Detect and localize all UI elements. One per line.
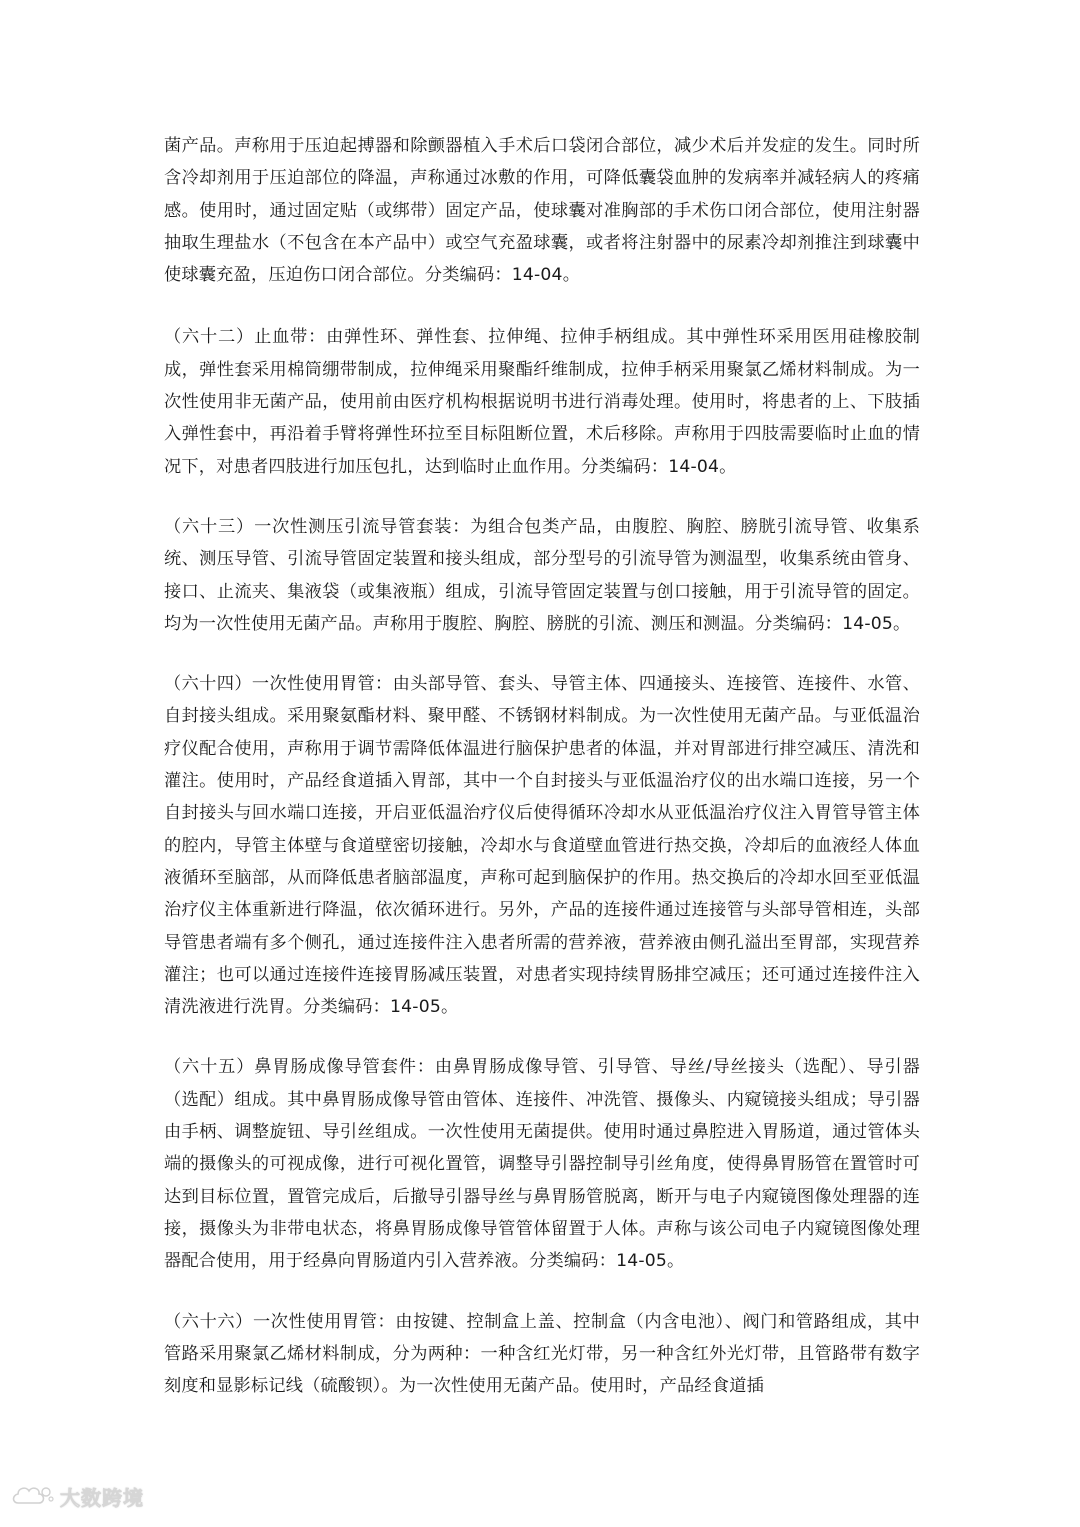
paragraph-continued: 菌产品。声称用于压迫起搏器和除颤器植入手术后口袋闭合部位，减少术后并发症的发生。同时所含冷却剂用于压迫部位的降温，声称通过冰敷的作用，可降低囊袋血肿的发病率并减轻病人的疼痛感。使用时，通过固定贴（或绑带）固定产品，使球囊对准胸部的手术伤口闭合部位，使用注射器抽取生理盐水（不包含在本产品中）或空气充盈球囊，或者将注射器中的尿素冷却剂推注到球囊中使球囊充盈，压迫伤口闭合部位。分类编码：14-04。	[164, 136, 920, 286]
watermark	[10, 1482, 144, 1510]
paragraph-66-gastric-tube: （六十六）一次性使用胃管：由按键、控制盒上盖、控制盒（内含电池）、阀门和管路组成，其中管路采用聚氯乙烯材料制成，分为两种：一种含红光灯带，另一种含红外光灯带，且管路带有数字刻度和显影标记线（硫酸钡）。为一次性使用无菌产品。使用时，产品经食道插	[164, 1311, 920, 1397]
document-body	[164, 130, 920, 1430]
paragraph-62-tourniquet: （六十二）止血带：由弹性环、弹性套、拉伸绳、拉伸手柄组成。其中弹性环采用医用硅橡胶制成，弹性套采用棉筒绷带制成，拉伸绳采用聚酯纤维制成，拉伸手柄采用聚氯乙烯材料制成。为一次性使用非无菌产品，使用前由医疗机构根据说明书进行消毒处理。使用时，将患者的上、下肢插入弹性套中，再沿着手臂将弹性环拉至目标阻断位置，术后移除。声称用于四肢需要临时止血的情况下，对患者四肢进行加压包扎，达到临时止血作用。分类编码：14-04。	[164, 327, 920, 477]
paragraph-65-imaging-catheter-kit: （六十五）鼻胃肠成像导管套件：由鼻胃肠成像导管、引导管、导丝/导丝接头（选配）、导引器（选配）组成。其中鼻胃肠成像导管由管体、连接件、冲洗管、摄像头、内窥镜接头组成；导引器由手柄、调整旋钮、导引丝组成。一次性使用无菌提供。使用时通过鼻腔进入胃肠道，通过管体头端的摄像头的可视成像，进行可视化置管，调整导引器控制导引丝角度，使得鼻胃肠管在置管时可达到目标位置，置管完成后，后撤导引器导丝与鼻胃肠管脱离，断开与电子内窥镜图像处理器的连接，摄像头为非带电状态，将鼻胃肠成像导管管体留置于人体。声称与该公司电子内窥镜图像处理器配合使用，用于经鼻向胃肠道内引入营养液。分类编码：14-05。	[164, 1057, 920, 1272]
paragraph-63-drainage-catheter-kit: （六十三）一次性测压引流导管套装：为组合包类产品，由腹腔、胸腔、膀胱引流导管、收集系统、测压导管、引流导管固定装置和接头组成，部分型号的引流导管为测温型，收集系统由管身、接口、止流夹、集液袋（或集液瓶）组成，引流导管固定装置与创口接触，用于引流导管的固定。均为一次性使用无菌产品。声称用于腹腔、胸腔、膀胱的引流、测压和测温。分类编码：14-05。	[164, 516, 920, 634]
paragraph-64-gastric-tube: （六十四）一次性使用胃管：由头部导管、套头、导管主体、四通接头、连接管、连接件、水管、自封接头组成。采用聚氨酯材料、聚甲醛、不锈钢材料制成。为一次性使用无菌产品。与亚低温治疗仪配合使用，声称用于调节需降低体温进行脑保护患者的体温，并对胃部进行排空减压、清洗和灌注。使用时，产品经食道插入胃部，其中一个自封接头与亚低温治疗仪的出水端口连接，另一个自封接头与回水端口连接，开启亚低温治疗仪后使得循环冷却水从亚低温治疗仪注入胃管导管主体的腔内，导管主体壁与食道壁密切接触，冷却水与食道壁血管进行热交换，冷却后的血液经人体血液循环至脑部，从而降低患者脑部温度，声称可起到脑保护的作用。热交换后的冷却水回至亚低温治疗仪主体重新进行降温，依次循环进行。另外，产品的连接件通过连接管与头部导管相连，头部导管患者端有多个侧孔，通过连接件注入患者所需的营养液，营养液由侧孔溢出至胃部，实现营养灌注；也可以通过连接件连接胃肠减压装置，对患者实现持续胃肠排空减压；还可通过连接件注入清洗液进行洗胃。分类编码：14-05。	[164, 674, 920, 1018]
cloud-logo-icon	[10, 1483, 54, 1509]
watermark-text: 大数跨境	[60, 1485, 144, 1510]
